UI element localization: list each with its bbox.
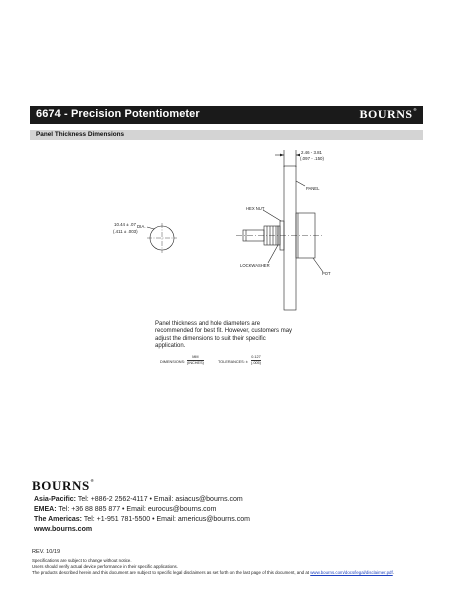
unit-fraction bbox=[187, 355, 204, 365]
footer-brand-text: BOURNS bbox=[32, 478, 90, 493]
contact-emea-text: Tel: +36 88 885 877 • Email: eurocus@bourns.com bbox=[58, 506, 217, 513]
section-header bbox=[30, 130, 423, 140]
contact-emea-label: EMEA: bbox=[34, 506, 57, 513]
page-title: 6674 - Precision Potentiometer bbox=[36, 108, 200, 120]
label-hex-nut: HEX NUT bbox=[246, 206, 265, 211]
fine-print-3-end: . bbox=[392, 570, 394, 575]
fine-print-3 bbox=[32, 570, 394, 575]
brand-logo-text: BOURNS bbox=[359, 107, 413, 121]
section-title: Panel Thickness Dimensions bbox=[36, 131, 125, 138]
dimensions-label: DIMENSIONS: bbox=[160, 360, 186, 364]
website-link[interactable]: www.bourns.com bbox=[34, 526, 93, 533]
hole-dim-inches: (.411 ± .003) bbox=[113, 229, 138, 234]
header-bar bbox=[30, 106, 423, 124]
contact-americas-text: Tel: +1-951 781-5500 • Email: americus@bourns.com bbox=[83, 516, 250, 523]
leader-lockwasher bbox=[268, 245, 278, 263]
contact-americas bbox=[34, 515, 250, 524]
tolerances-label: TOLERANCES: ± bbox=[218, 360, 248, 364]
disclaimer-link[interactable]: www.bourns.com/docs/legal/disclaimer.pdf bbox=[310, 570, 393, 575]
hole-dim-mm: 10.44 ± .07 bbox=[114, 222, 136, 227]
label-pot: POT bbox=[322, 271, 331, 276]
leader-panel bbox=[296, 181, 305, 186]
fine-print-1: Specifications are subject to change without notice. bbox=[32, 558, 132, 563]
fit-note: Panel thickness and hole diameters are recommended for best fit. However, customers may adjust the dimensions to suit their specific application. bbox=[155, 321, 293, 350]
label-lockwasher: LOCKWASHER bbox=[240, 263, 270, 268]
fine-print-3-text: The products described herein and this document are subject to specific legal disclaimers as set forth on the last page of this document, and at bbox=[32, 570, 311, 575]
dim-arrowhead-left bbox=[280, 154, 284, 157]
contact-emea bbox=[34, 505, 216, 514]
contact-asia-text: Tel: +886-2 2562-4117 • Email: asiacus@bourns.com bbox=[77, 496, 243, 503]
brand-logo bbox=[360, 107, 417, 122]
fine-print-2: Users should verify actual device performance in their specific applications. bbox=[32, 564, 178, 569]
tolerance-fraction bbox=[251, 355, 261, 365]
hole-dim-suffix: DIA. bbox=[137, 224, 146, 229]
unit-top: MM bbox=[187, 355, 204, 361]
contact-americas-label: The Americas: bbox=[34, 516, 82, 523]
contact-asia bbox=[34, 495, 243, 504]
label-panel: PANEL bbox=[306, 186, 320, 191]
panel-outline bbox=[284, 166, 296, 310]
registered-mark: ® bbox=[413, 107, 417, 112]
hole-dim-leader bbox=[147, 227, 154, 229]
footer-registered-mark: ® bbox=[90, 478, 95, 483]
contact-asia-label: Asia-Pacific: bbox=[34, 496, 77, 503]
dimensions-legend bbox=[155, 355, 355, 371]
thickness-dim-inches: (.097 - .150) bbox=[300, 156, 324, 161]
tol-top: 0.127 bbox=[251, 355, 261, 359]
leader-hex-nut bbox=[263, 210, 281, 221]
unit-bottom: (INCHES) bbox=[187, 360, 204, 365]
thickness-dim-mm: 2.46 - 3.81 bbox=[301, 150, 322, 155]
tol-bottom: (.005) bbox=[251, 360, 261, 365]
footer-brand-logo bbox=[32, 478, 94, 494]
panel-thickness-drawing bbox=[60, 142, 400, 324]
revision-label: REV. 10/19 bbox=[32, 549, 61, 555]
leader-pot bbox=[313, 258, 323, 272]
